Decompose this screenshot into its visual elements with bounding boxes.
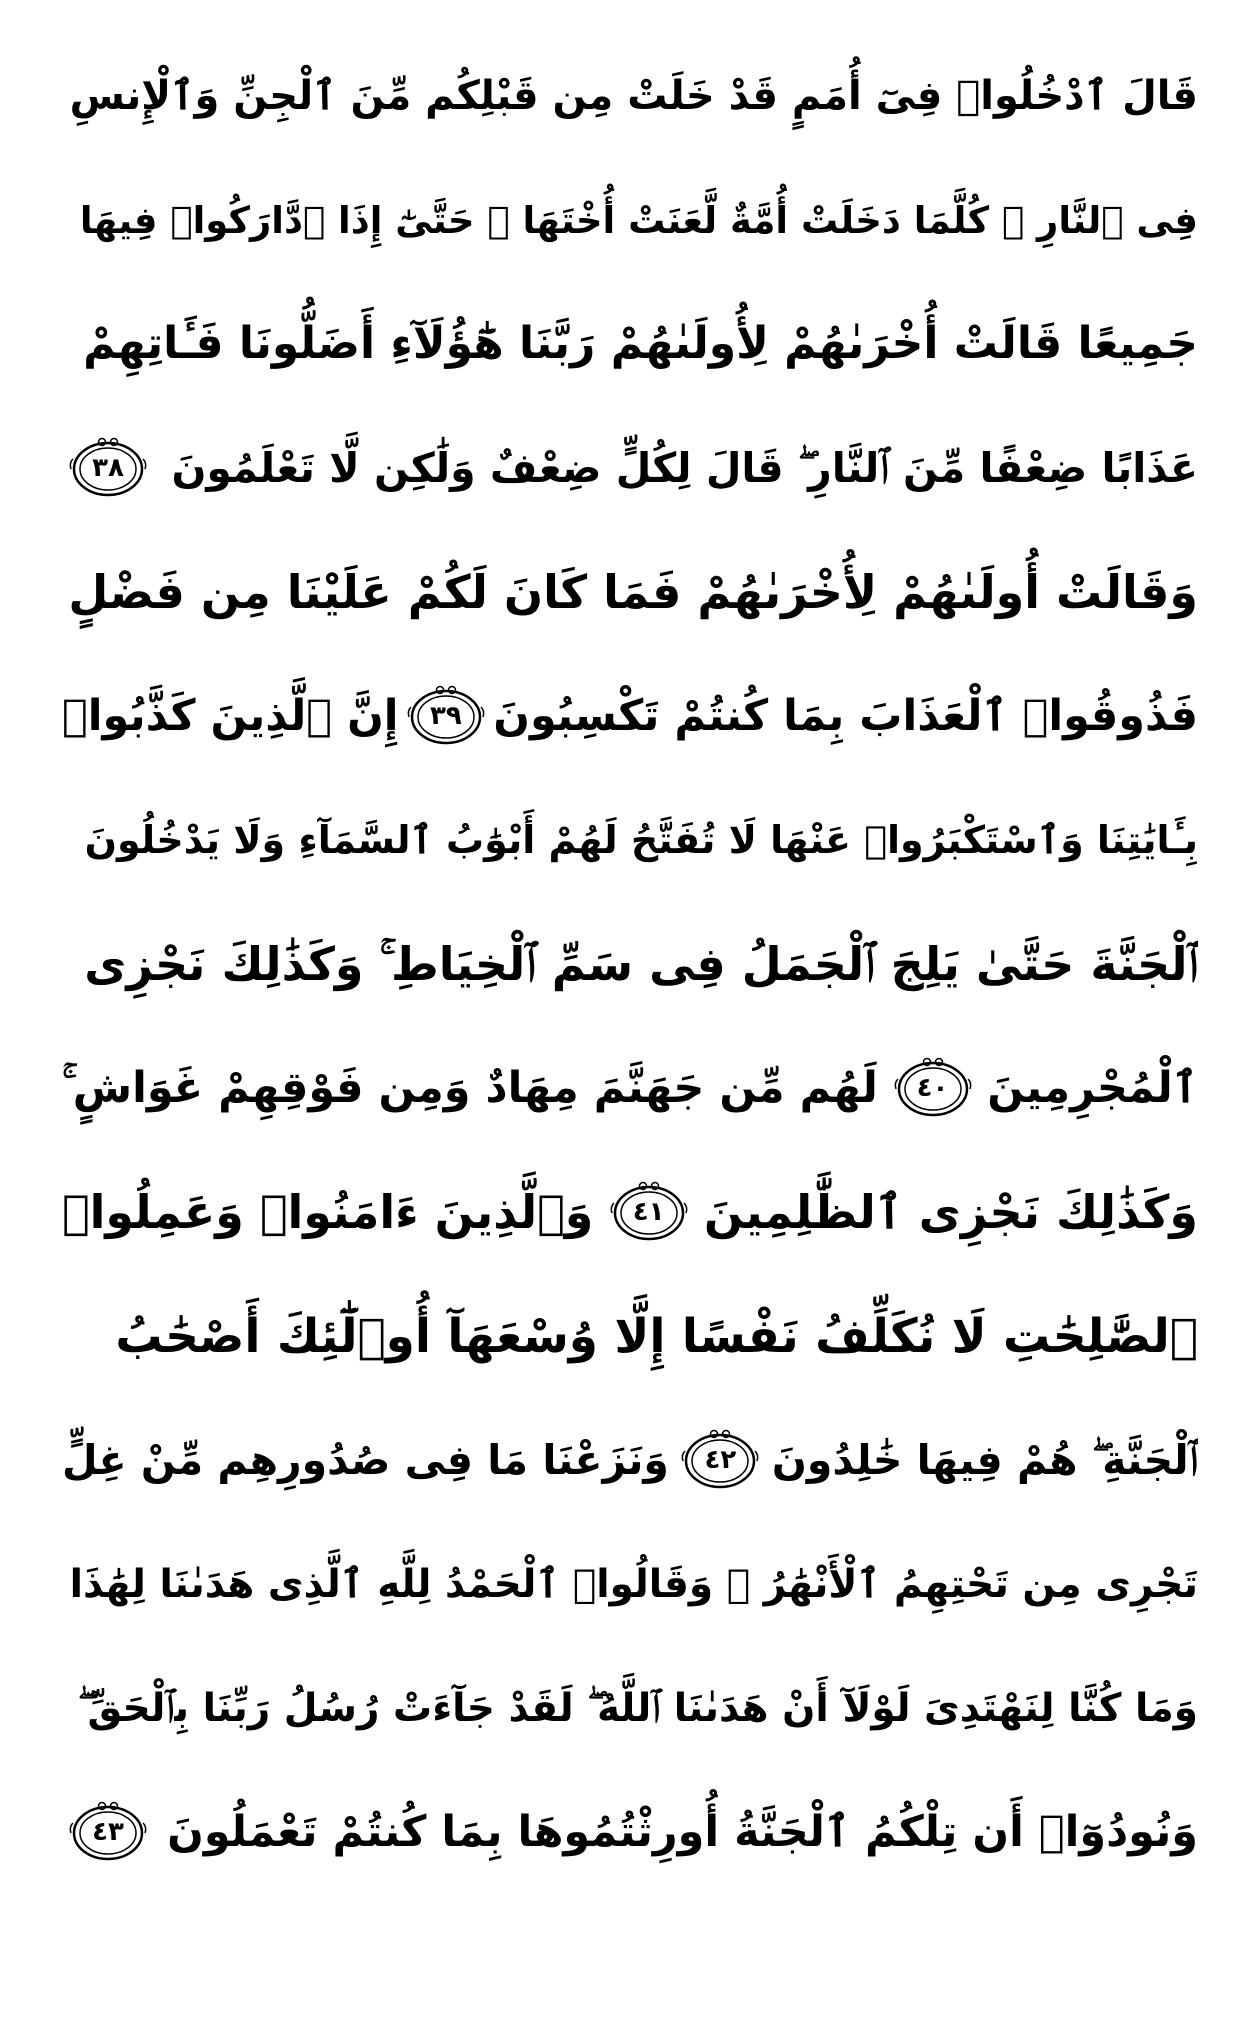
verse-text: وَمَا كُنَّا لِنَهْتَدِىَ لَوْلَآ أَنْ هَدَىٰنَا ٱللَّهُ ۖ لَقَدْ جَآءَتْ رُسُلُ رَبِّنَا بِٱلْحَقِّ ۖ xyxy=(77,1685,1198,1731)
verse-text: عَذَابًا ضِعْفًا مِّنَ ٱلنَّارِ ۖ قَالَ لِكُلٍّ ضِعْفٌ وَلَٰكِن لَّا تَعْلَمُونَ xyxy=(171,443,1198,492)
verse-text: جَمِيعًا قَالَتْ أُخْرَىٰهُمْ لِأُولَىٰهُمْ رَبَّنَا هَٰٓؤُلَآءِ أَضَلُّونَا فَـَٔاتِهِمْ xyxy=(83,318,1198,369)
verse-line xyxy=(62,158,1198,282)
verse-text: ٱلصَّٰلِحَٰتِ لَا نُكَلِّفُ نَفْسًا إِلَّا وُسْعَهَآ أُو۟لَٰٓئِكَ أَصْحَٰبُ xyxy=(115,1308,1198,1364)
verse-line xyxy=(62,1770,1198,1894)
verse-line xyxy=(62,282,1198,406)
verse-text: وَٱلَّذِينَ ءَامَنُوا۟ وَعَمِلُوا۟ xyxy=(62,1185,594,1239)
verse-line xyxy=(62,1522,1198,1646)
ayah-end-marker xyxy=(68,435,148,501)
verse-line xyxy=(62,654,1198,778)
verse-text: وَكَذَٰلِكَ نَجْزِى ٱلظَّٰلِمِينَ xyxy=(703,1185,1198,1239)
verse-text: تَجْرِى مِن تَحْتِهِمُ ٱلْأَنْهَٰرُ ۖ وَقَالُوا۟ ٱلْحَمْدُ لِلَّهِ ٱلَّذِى هَدَىٰنَا لِهَٰذَا xyxy=(69,1561,1198,1607)
verse-text: وَنَزَعْنَا مَا فِى صُدُورِهِم مِّنْ غِلٍّ xyxy=(62,1435,669,1484)
ayah-end-marker xyxy=(609,1179,689,1245)
verse-line xyxy=(62,406,1198,530)
verse-line xyxy=(62,1274,1198,1398)
ayah-end-marker xyxy=(406,683,486,749)
verse-line xyxy=(62,34,1198,158)
verse-line xyxy=(62,902,1198,1026)
verse-line xyxy=(62,530,1198,654)
verse-line xyxy=(62,778,1198,902)
ayah-number: ٤٣ xyxy=(92,1817,124,1847)
verse-text: قَالَ ٱدْخُلُوا۟ فِىٓ أُمَمٍ قَدْ خَلَتْ مِن قَبْلِكُم مِّنَ ٱلْجِنِّ وَٱلْإِنسِ xyxy=(69,73,1198,119)
verse-text: فِى ٱلنَّارِ ۖ كُلَّمَا دَخَلَتْ أُمَّةٌ لَّعَنَتْ أُخْتَهَا ۖ حَتَّىٰٓ إِذَا ٱدَّارَكُوا۟ فِيهَا xyxy=(79,198,1198,242)
ayah-end-marker xyxy=(893,1055,973,1121)
verse-line xyxy=(62,1150,1198,1274)
verse-text: لَهُم مِّن جَهَنَّمَ مِهَادٌ وَمِن فَوْقِهِمْ غَوَاشٍ ۚ xyxy=(62,1062,878,1113)
ayah-end-marker xyxy=(68,1799,148,1865)
verse-text: ٱلْجَنَّةَ حَتَّىٰ يَلِجَ ٱلْجَمَلُ فِى سَمِّ ٱلْخِيَاطِ ۚ وَكَذَٰلِكَ نَجْزِى xyxy=(84,937,1198,991)
ayah-number: ٣٨ xyxy=(92,453,124,483)
ayah-end-marker xyxy=(680,1427,760,1493)
verse-text: وَنُودُوٓا۟ أَن تِلْكُمُ ٱلْجَنَّةُ أُورِثْتُمُوهَا بِمَا كُنتُمْ تَعْمَلُونَ xyxy=(167,1806,1198,1857)
ayah-number: ٣٩ xyxy=(430,701,462,731)
verse-text: ٱلْمُجْرِمِينَ xyxy=(987,1062,1198,1113)
verse-text: ٱلْجَنَّةِ ۖ هُمْ فِيهَا خَٰلِدُونَ xyxy=(771,1435,1198,1484)
verse-text: إِنَّ ٱلَّذِينَ كَذَّبُوا۟ xyxy=(62,690,399,741)
verse-text: فَذُوقُوا۟ ٱلْعَذَابَ بِمَا كُنتُمْ تَكْسِبُونَ xyxy=(493,690,1198,741)
verse-line xyxy=(62,1398,1198,1522)
ayah-number: ٤٠ xyxy=(916,1073,949,1103)
verse-text: وَقَالَتْ أُولَىٰهُمْ لِأُخْرَىٰهُمْ فَمَا كَانَ لَكُمْ عَلَيْنَا مِن فَضْلٍ xyxy=(68,565,1198,619)
verse-text: بِـَٔايَٰتِنَا وَٱسْتَكْبَرُوا۟ عَنْهَا لَا تُفَتَّحُ لَهُمْ أَبْوَٰبُ ٱلسَّمَآءِ وَلَا يَدْخُلُونَ xyxy=(84,818,1198,862)
verse-line xyxy=(62,1646,1198,1770)
verse-line xyxy=(62,1026,1198,1150)
ayah-number: ٤٢ xyxy=(704,1445,737,1475)
ayah-number: ٤١ xyxy=(632,1197,665,1227)
